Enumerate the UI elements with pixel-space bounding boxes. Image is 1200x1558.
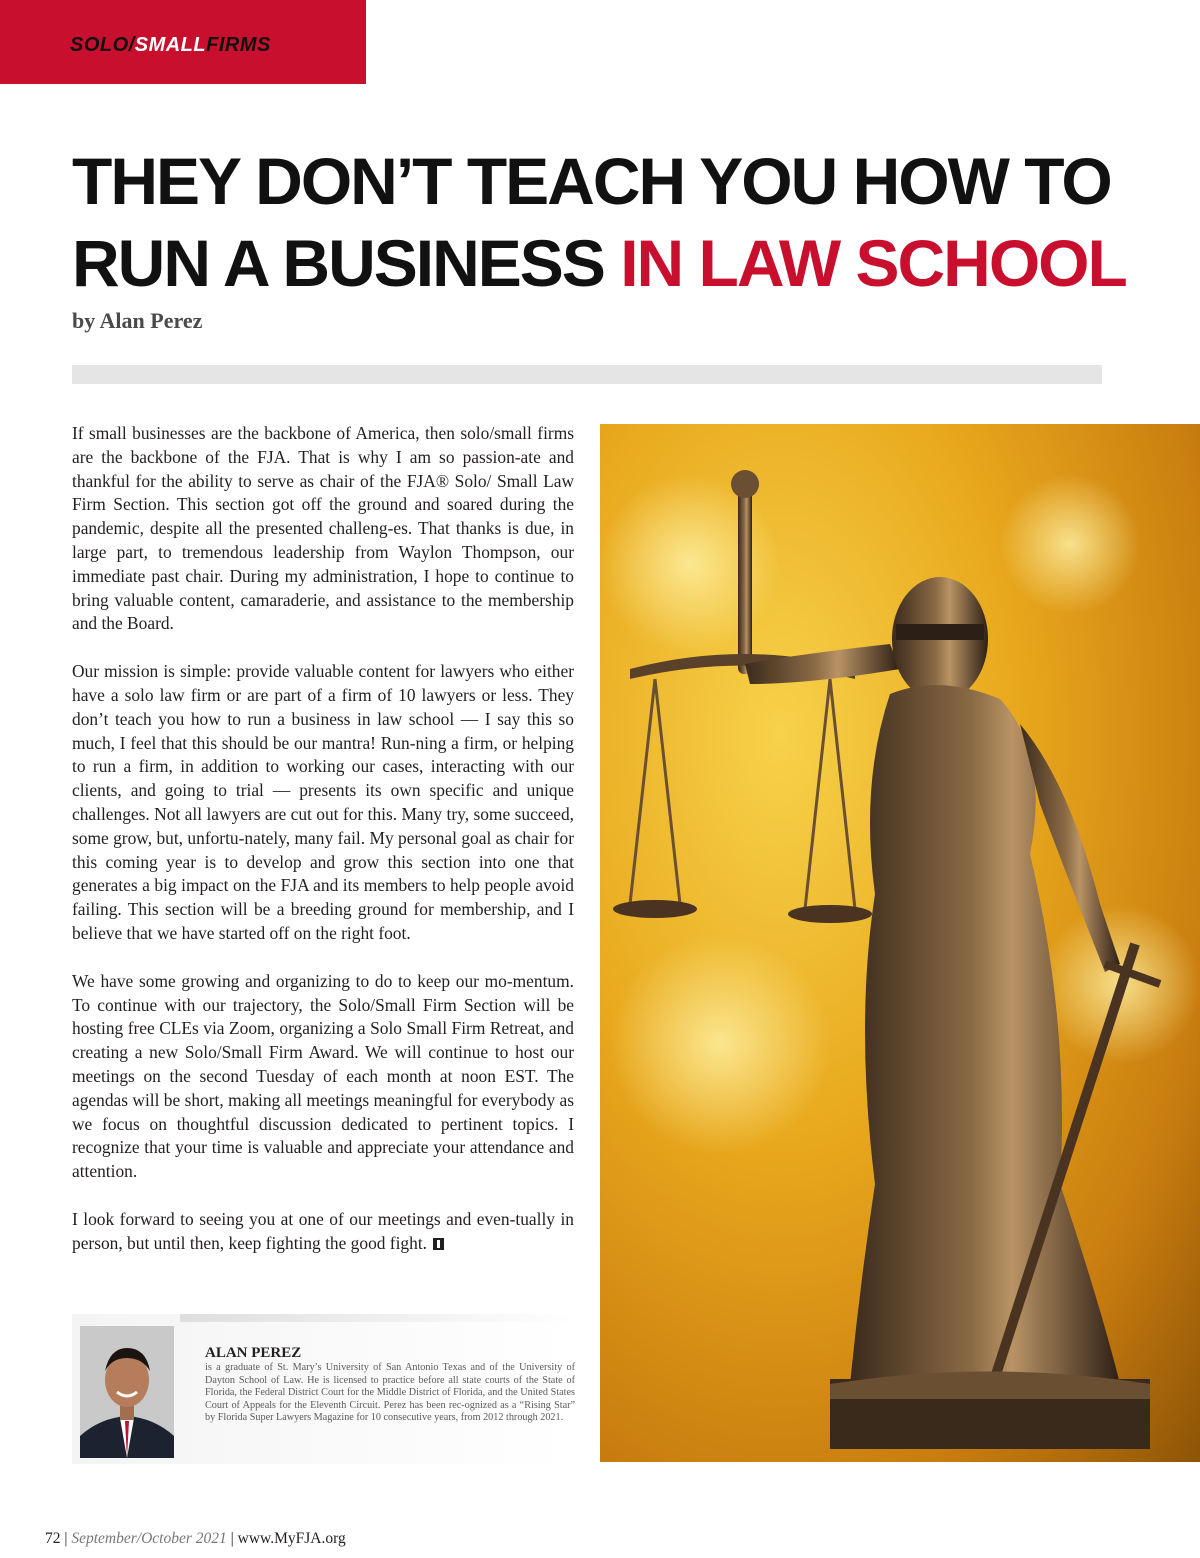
lady-justice-photo [600, 424, 1200, 1462]
section-label-small: SMALL [134, 34, 207, 56]
section-tab [0, 0, 366, 84]
author-name: ALAN PEREZ [205, 1345, 302, 1361]
headline-accent: IN LAW SCHOOL [620, 226, 1126, 300]
website-link[interactable]: www.MyFJA.org [237, 1530, 346, 1547]
section-label [70, 34, 271, 57]
paragraph-2: Our mission is simple: provide valuable content for lawyers who either have a solo law firm or are part of a firm of 10 lawyers or less. They don’t teach you how to run a business in law school — I say this so much, I feel that this should be our mantra! Run-ning a firm, or helping to run a firm, in addition to working our cases, interacting with our clients, and going to trial — presents its own specific and unique challenges. Not all lawyers are cut out for this. Many try, some succeed, some grow, but, unfortu-nately, many fail. My personal goal as chair for this coming year is to develop and grow this section into one that generates a big impact on the FJA and its members to help people avoid failing. This section will be a breeding ground for membership, and I believe that we have started off on the right foot. [72, 661, 574, 943]
paragraph-3: We have some growing and organizing to do to keep our mo-mentum. To continue with our trajectory, the Solo/Small Firm Section will be hosting free CLEs via Zoom, organizing a Solo Small Firm Retreat, and creating a new Solo/Small Firm Award. We will continue to host our meetings on the second Tuesday of each month at noon EST. The agendas will be short, making all meetings meaningful for everybody as we focus on thoughtful discussion dedicated to pertinent topics. I recognize that your time is valuable and appreciate your attendance and attention. [72, 970, 574, 1182]
lady-justice-statue-illustration [600, 424, 1200, 1462]
page-footer: 72 | September/October 2021 | www.MyFJA.org [45, 1530, 346, 1547]
paragraph-1: If small businesses are the backbone of America, then solo/small firms are the backbone of the FJA. That is why I am so passion-ate and thankful for the ability to serve as chair of the FJA® Solo/ Small Law Firm Section. This section got off the ground and soared during the pandemic, despite all the presented challeng-es. That thanks is due, in large part, to tremendous leadership from Waylon Thompson, our immediate past chair. During my administration, I hope to continue to bring valuable content, camaraderie, and assistance to the membership and the Board. [72, 423, 574, 634]
end-of-article-icon [433, 1238, 444, 1250]
byline: by Alan Perez [72, 308, 203, 333]
article-body [72, 422, 574, 1280]
section-label-solo: SOLO/ [70, 34, 135, 56]
paragraph-4-text: I look forward to seeing you at one of our meetings and even-tually in person, but until then, keep fighting the good fight. [72, 1208, 574, 1253]
author-box-top-strip [180, 1314, 574, 1322]
page-number: 72 [45, 1530, 61, 1547]
headline-line-1: THEY DON’T TEACH YOU HOW TO [72, 144, 1111, 218]
paragraph-4 [72, 1208, 574, 1256]
author-headshot-illustration [80, 1326, 174, 1458]
headline-line-2: RUN A BUSINESS [72, 226, 621, 300]
issue-date: September/October 2021 [71, 1530, 227, 1547]
article-headline [72, 140, 1152, 304]
section-label-firms: FIRMS [206, 34, 271, 56]
author-headshot [80, 1326, 174, 1458]
author-bio: is a graduate of St. Mary’s University of San Antonio Texas and of the University of Dayton School of Law. He is licensed to practice before all state courts of the State of Florida, the Federal District Court for the Middle District of Florida, and the United States Court of Appeals for the Eleventh Circuit. Perez has been rec-ognized as a “Rising Star” by Florida Super Lawyers Magazine for 10 consecutive years, from 2012 through 2021. [205, 1362, 575, 1424]
divider-bar [72, 365, 1102, 384]
